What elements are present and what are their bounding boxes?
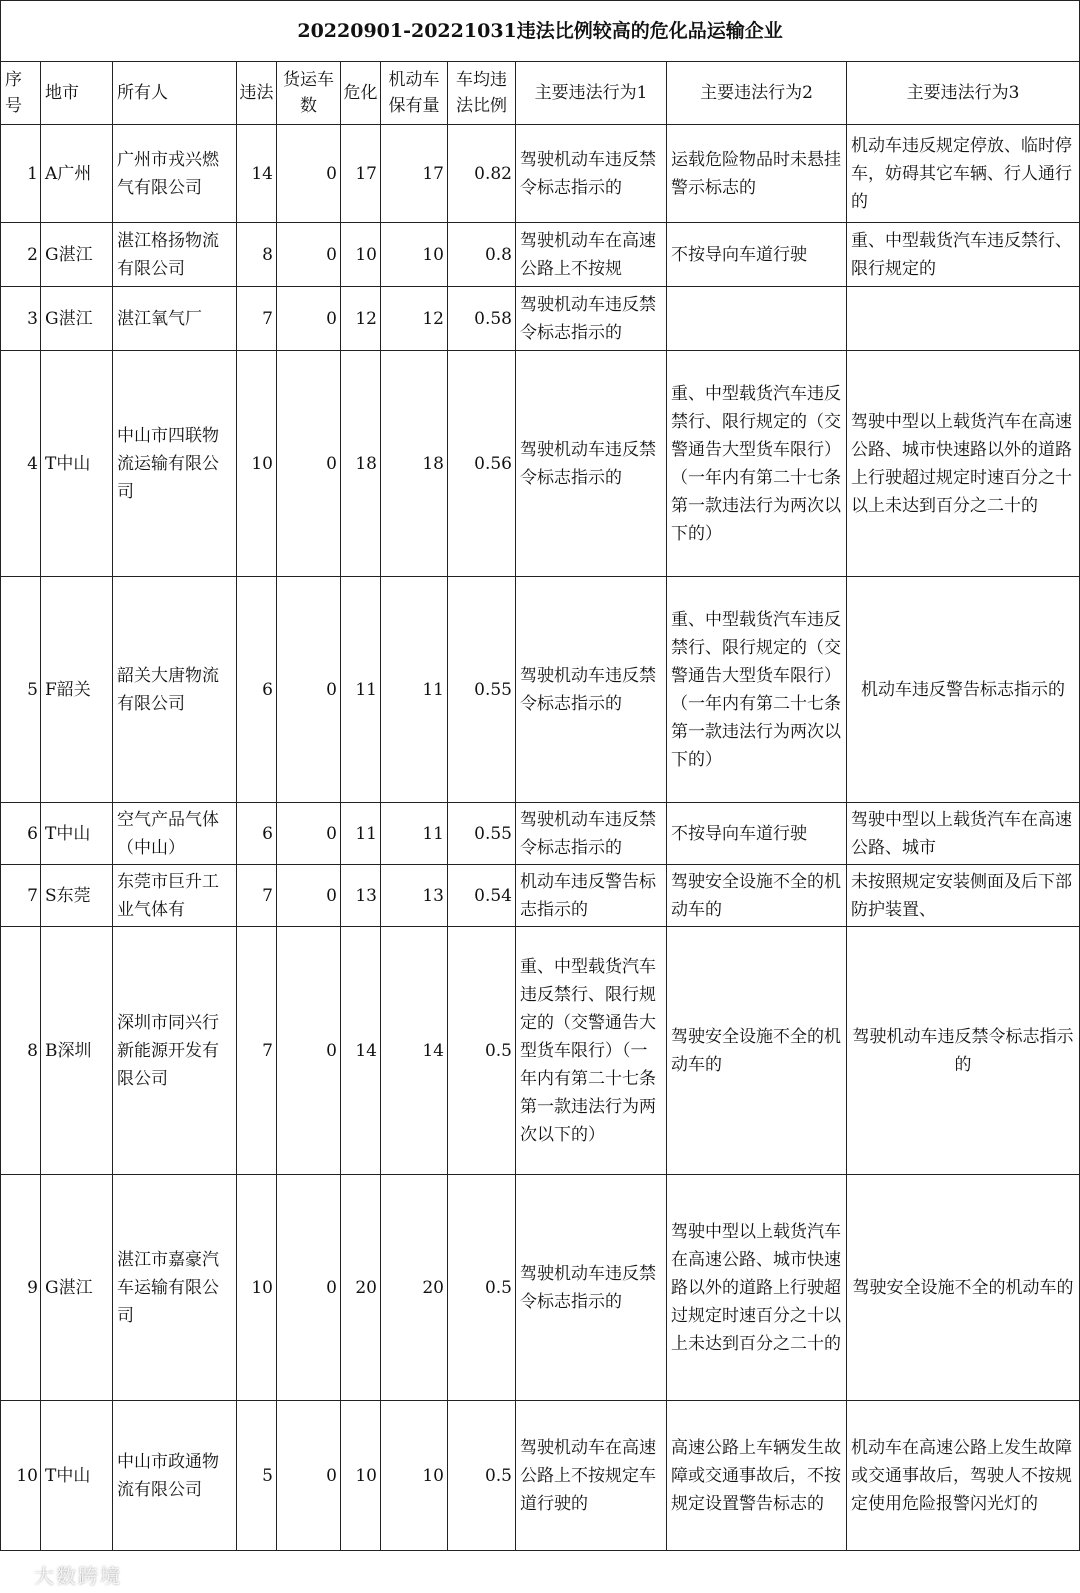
cell-hazmat: 10 [341,223,381,287]
cell-vehicles: 11 [381,577,448,803]
cell-freight: 0 [277,287,341,351]
cell-seq: 5 [1,577,41,803]
cell-owner: 深圳市同兴行新能源开发有限公司 [113,927,237,1175]
header-hazmat: 危化 [341,62,381,125]
cell-violations: 14 [237,125,277,223]
cell-act1: 驾驶机动车违反禁令标志指示的 [516,1175,667,1401]
cell-city: G湛江 [41,287,113,351]
cell-act3: 驾驶安全设施不全的机动车的 [847,1175,1080,1401]
cell-hazmat: 12 [341,287,381,351]
header-act2: 主要违法行为2 [667,62,847,125]
cell-city: G湛江 [41,1175,113,1401]
table-row [1,1175,1080,1401]
cell-vehicles: 14 [381,927,448,1175]
cell-act1: 驾驶机动车在高速公路上不按规定车道行驶的 [516,1401,667,1551]
header-city: 地市 [41,62,113,125]
cell-freight: 0 [277,125,341,223]
cell-vehicles: 13 [381,865,448,927]
cell-hazmat: 13 [341,865,381,927]
cell-act3: 驾驶机动车违反禁令标志指示的 [847,927,1080,1175]
cell-ratio: 0.55 [448,803,516,865]
cell-act3: 驾驶中型以上载货汽车在高速公路、城市快速路以外的道路上行驶超过规定时速百分之十以上未达到百分之二十的 [847,351,1080,577]
cell-ratio: 0.82 [448,125,516,223]
cell-city: S东莞 [41,865,113,927]
cell-act1: 重、中型载货汽车违反禁行、限行规定的（交警通告大型货车限行）（一年内有第二十七条第一款违法行为两次以下的） [516,927,667,1175]
cell-owner: 中山市四联物流运输有限公司 [113,351,237,577]
cell-owner: 中山市政通物流有限公司 [113,1401,237,1551]
cell-violations: 10 [237,1175,277,1401]
cell-act3: 重、中型载货汽车违反禁行、限行规定的 [847,223,1080,287]
cell-violations: 5 [237,1401,277,1551]
cell-freight: 0 [277,1175,341,1401]
cell-hazmat: 17 [341,125,381,223]
cell-city: T中山 [41,1401,113,1551]
cell-ratio: 0.54 [448,865,516,927]
cell-city: A广州 [41,125,113,223]
header-ratio: 车均违法比例 [448,62,516,125]
cell-act3 [847,287,1080,351]
cell-act2 [667,287,847,351]
cell-act1: 驾驶机动车违反禁令标志指示的 [516,351,667,577]
cell-act2: 重、中型载货汽车违反禁行、限行规定的（交警通告大型货车限行）（一年内有第二十七条第一款违法行为两次以下的） [667,577,847,803]
cell-seq: 10 [1,1401,41,1551]
cell-owner: 广州市戎兴燃气有限公司 [113,125,237,223]
header-act1: 主要违法行为1 [516,62,667,125]
table-row [1,865,1080,927]
cell-act1: 驾驶机动车在高速公路上不按规 [516,223,667,287]
table-row [1,125,1080,223]
cell-act1: 机动车违反警告标志指示的 [516,865,667,927]
cell-act1: 驾驶机动车违反禁令标志指示的 [516,125,667,223]
cell-vehicles: 12 [381,287,448,351]
header-act3: 主要违法行为3 [847,62,1080,125]
cell-city: F韶关 [41,577,113,803]
cell-act3: 机动车在高速公路上发生故障或交通事故后，驾驶人不按规定使用危险报警闪光灯的 [847,1401,1080,1551]
table-row [1,1401,1080,1551]
cell-freight: 0 [277,803,341,865]
cell-violations: 6 [237,577,277,803]
cell-violations: 7 [237,927,277,1175]
watermark-logo-icon [4,1564,30,1586]
table-title: 20220901-20221031违法比例较高的危化品运输企业 [1,1,1080,62]
cell-owner: 韶关大唐物流有限公司 [113,577,237,803]
cell-ratio: 0.58 [448,287,516,351]
header-row [1,62,1080,125]
cell-act2: 驾驶安全设施不全的机动车的 [667,927,847,1175]
cell-owner: 东莞市巨升工业气体有 [113,865,237,927]
cell-freight: 0 [277,223,341,287]
table-row [1,577,1080,803]
cell-act2: 高速公路上车辆发生故障或交通事故后，不按规定设置警告标志的 [667,1401,847,1551]
cell-act3: 机动车违反警告标志指示的 [847,577,1080,803]
cell-act2: 驾驶安全设施不全的机动车的 [667,865,847,927]
cell-act3: 未按照规定安装侧面及后下部防护装置、 [847,865,1080,927]
cell-owner: 湛江格扬物流有限公司 [113,223,237,287]
cell-ratio: 0.5 [448,1401,516,1551]
cell-act3: 机动车违反规定停放、临时停车，妨碍其它车辆、行人通行的 [847,125,1080,223]
cell-act2: 不按导向车道行驶 [667,223,847,287]
cell-seq: 2 [1,223,41,287]
cell-city: T中山 [41,351,113,577]
header-vehicles: 机动车保有量 [381,62,448,125]
cell-freight: 0 [277,577,341,803]
cell-violations: 10 [237,351,277,577]
cell-hazmat: 18 [341,351,381,577]
table-row [1,927,1080,1175]
cell-owner: 空气产品气体（中山） [113,803,237,865]
cell-owner: 湛江氧气厂 [113,287,237,351]
cell-hazmat: 11 [341,803,381,865]
cell-act2: 运载危险物品时未悬挂警示标志的 [667,125,847,223]
cell-vehicles: 17 [381,125,448,223]
cell-freight: 0 [277,927,341,1175]
cell-vehicles: 10 [381,223,448,287]
cell-seq: 1 [1,125,41,223]
cell-seq: 4 [1,351,41,577]
header-violations: 违法 [237,62,277,125]
cell-freight: 0 [277,865,341,927]
cell-city: T中山 [41,803,113,865]
cell-act1: 驾驶机动车违反禁令标志指示的 [516,577,667,803]
cell-hazmat: 10 [341,1401,381,1551]
cell-ratio: 0.56 [448,351,516,577]
cell-act2: 驾驶中型以上载货汽车在高速公路、城市快速路以外的道路上行驶超过规定时速百分之十以上未达到百分之二十的 [667,1175,847,1401]
cell-hazmat: 20 [341,1175,381,1401]
header-freight: 货运车数 [277,62,341,125]
cell-seq: 9 [1,1175,41,1401]
cell-act2: 重、中型载货汽车违反禁行、限行规定的（交警通告大型货车限行）（一年内有第二十七条第一款违法行为两次以下的） [667,351,847,577]
cell-seq: 7 [1,865,41,927]
cell-ratio: 0.8 [448,223,516,287]
cell-act2: 不按导向车道行驶 [667,803,847,865]
cell-freight: 0 [277,1401,341,1551]
cell-vehicles: 10 [381,1401,448,1551]
cell-vehicles: 20 [381,1175,448,1401]
cell-city: G湛江 [41,223,113,287]
cell-ratio: 0.55 [448,577,516,803]
table-row [1,287,1080,351]
cell-seq: 8 [1,927,41,1175]
cell-violations: 7 [237,865,277,927]
cell-violations: 8 [237,223,277,287]
cell-act3: 驾驶中型以上载货汽车在高速公路、城市 [847,803,1080,865]
cell-vehicles: 18 [381,351,448,577]
cell-violations: 6 [237,803,277,865]
cell-act1: 驾驶机动车违反禁令标志指示的 [516,803,667,865]
table-row [1,351,1080,577]
watermark-text: 大数跨境 [34,1564,122,1588]
cell-hazmat: 14 [341,927,381,1175]
cell-owner: 湛江市嘉豪汽车运输有限公司 [113,1175,237,1401]
cell-seq: 6 [1,803,41,865]
table-row [1,223,1080,287]
cell-seq: 3 [1,287,41,351]
cell-ratio: 0.5 [448,927,516,1175]
cell-ratio: 0.5 [448,1175,516,1401]
cell-city: B深圳 [41,927,113,1175]
table-row [1,803,1080,865]
cell-freight: 0 [277,351,341,577]
header-owner: 所有人 [113,62,237,125]
watermark [4,1560,122,1589]
cell-act1: 驾驶机动车违反禁令标志指示的 [516,287,667,351]
header-seq: 序号 [1,62,41,125]
cell-vehicles: 11 [381,803,448,865]
cell-violations: 7 [237,287,277,351]
cell-hazmat: 11 [341,577,381,803]
